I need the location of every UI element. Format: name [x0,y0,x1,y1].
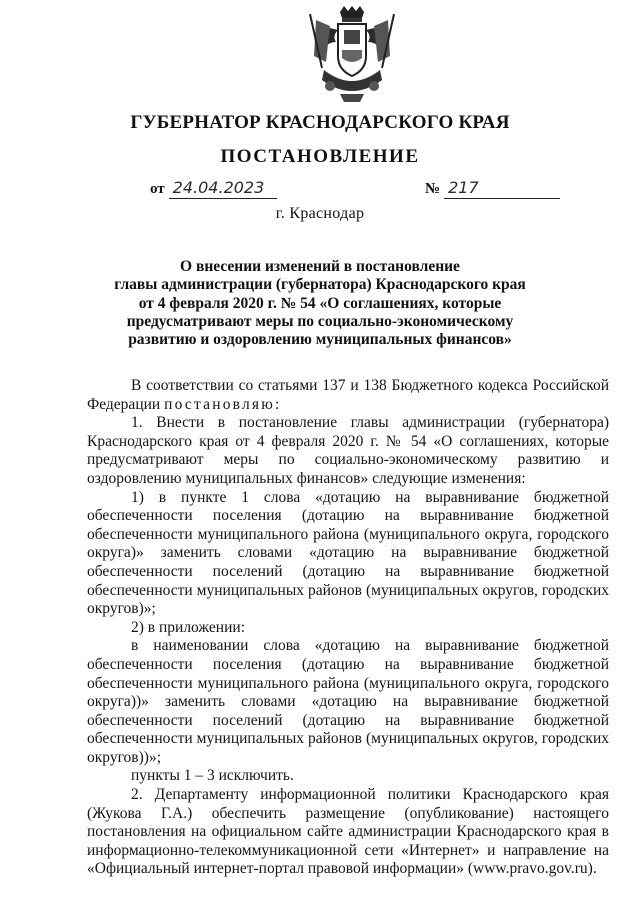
date-value: 24.04.2023 [169,178,277,199]
number-value: 217 [444,178,560,199]
title-line: О внесении изменений в постановление [180,258,460,275]
intro-paragraph [87,377,609,414]
document-body [87,377,609,879]
paragraph-1-2: 2) в приложении: [131,618,245,636]
title-line: главы администрации (губернатора) Краснодарского края [114,276,526,294]
date-label: от [150,181,165,197]
governor-title: ГУБЕРНАТОР КРАСНОДАРСКОГО КРАЯ [130,112,510,133]
paragraph-1-2a: в наименовании слова «дотацию на выравнивание бюджетной обеспеченности поселения (дотацию на выравнивание бюджетной обеспеченности муниципального района (муниципального округа, городского округа))» заменить словами «дотацию на выравнивание бюджетной обеспеченности поселений (дотацию на выравнивание бюджетной обеспеченности муниципальных районов (муниципальных округов, городских округов))»; [87,637,609,766]
document-type: ПОСТАНОВЛЕНИЕ [220,146,420,167]
krasnodar-coat-of-arms-icon [300,6,404,106]
paragraph-2: 2. Департаменту информационной политики Краснодарского края (Жукова Г.А.) обеспечить размещение (опубликование) настоящего постановления на официальном сайте администрации Краснодарского края в информационно-телекоммуникационной сети «Интернет» и направление на «Официальный интернет-портал правовой информации» (www.pravo.gov.ru). [87,786,609,878]
title-line: предусматривают меры по социально-экономическому [126,312,514,330]
document-title [96,258,544,349]
number-field [425,178,560,199]
intro-text: В соответствии со статьями 137 и 138 Бюджетного кодекса Российской Федерации [87,377,609,413]
title-line: от 4 февраля 2020 г. № 54 «О соглашениях, которые [138,294,502,312]
number-label: № [425,181,441,197]
date-field [150,178,277,199]
paragraph-1-2b: пункты 1 – 3 исключить. [131,767,294,785]
title-line: развитию и оздоровлению муниципальных финансов» [128,331,512,349]
resolve-word: постановляю: [164,395,282,413]
city-line: г. Краснодар [275,205,365,222]
paragraph-1-1: 1) в пункте 1 слова «дотацию на выравнивание бюджетной обеспеченности поселения (дотацию на выравнивание бюджетной обеспеченности муниципального района (муниципального округа, городского округа)» заменить словами «дотацию на выравнивание бюджетной обеспеченности поселений (дотацию на выравнивание бюджетной обеспеченности муниципальных районов (муниципальных округов, городских округов)»; [87,488,609,618]
paragraph-1: 1. Внести в постановление главы администрации (губернатора) Краснодарского края от 4 февраля 2020 г. № 54 «О соглашениях, которые предусматривают меры по социально-экономическому развитию и оздоровлению муниципальных финансов» следующие изменения: [87,414,609,487]
